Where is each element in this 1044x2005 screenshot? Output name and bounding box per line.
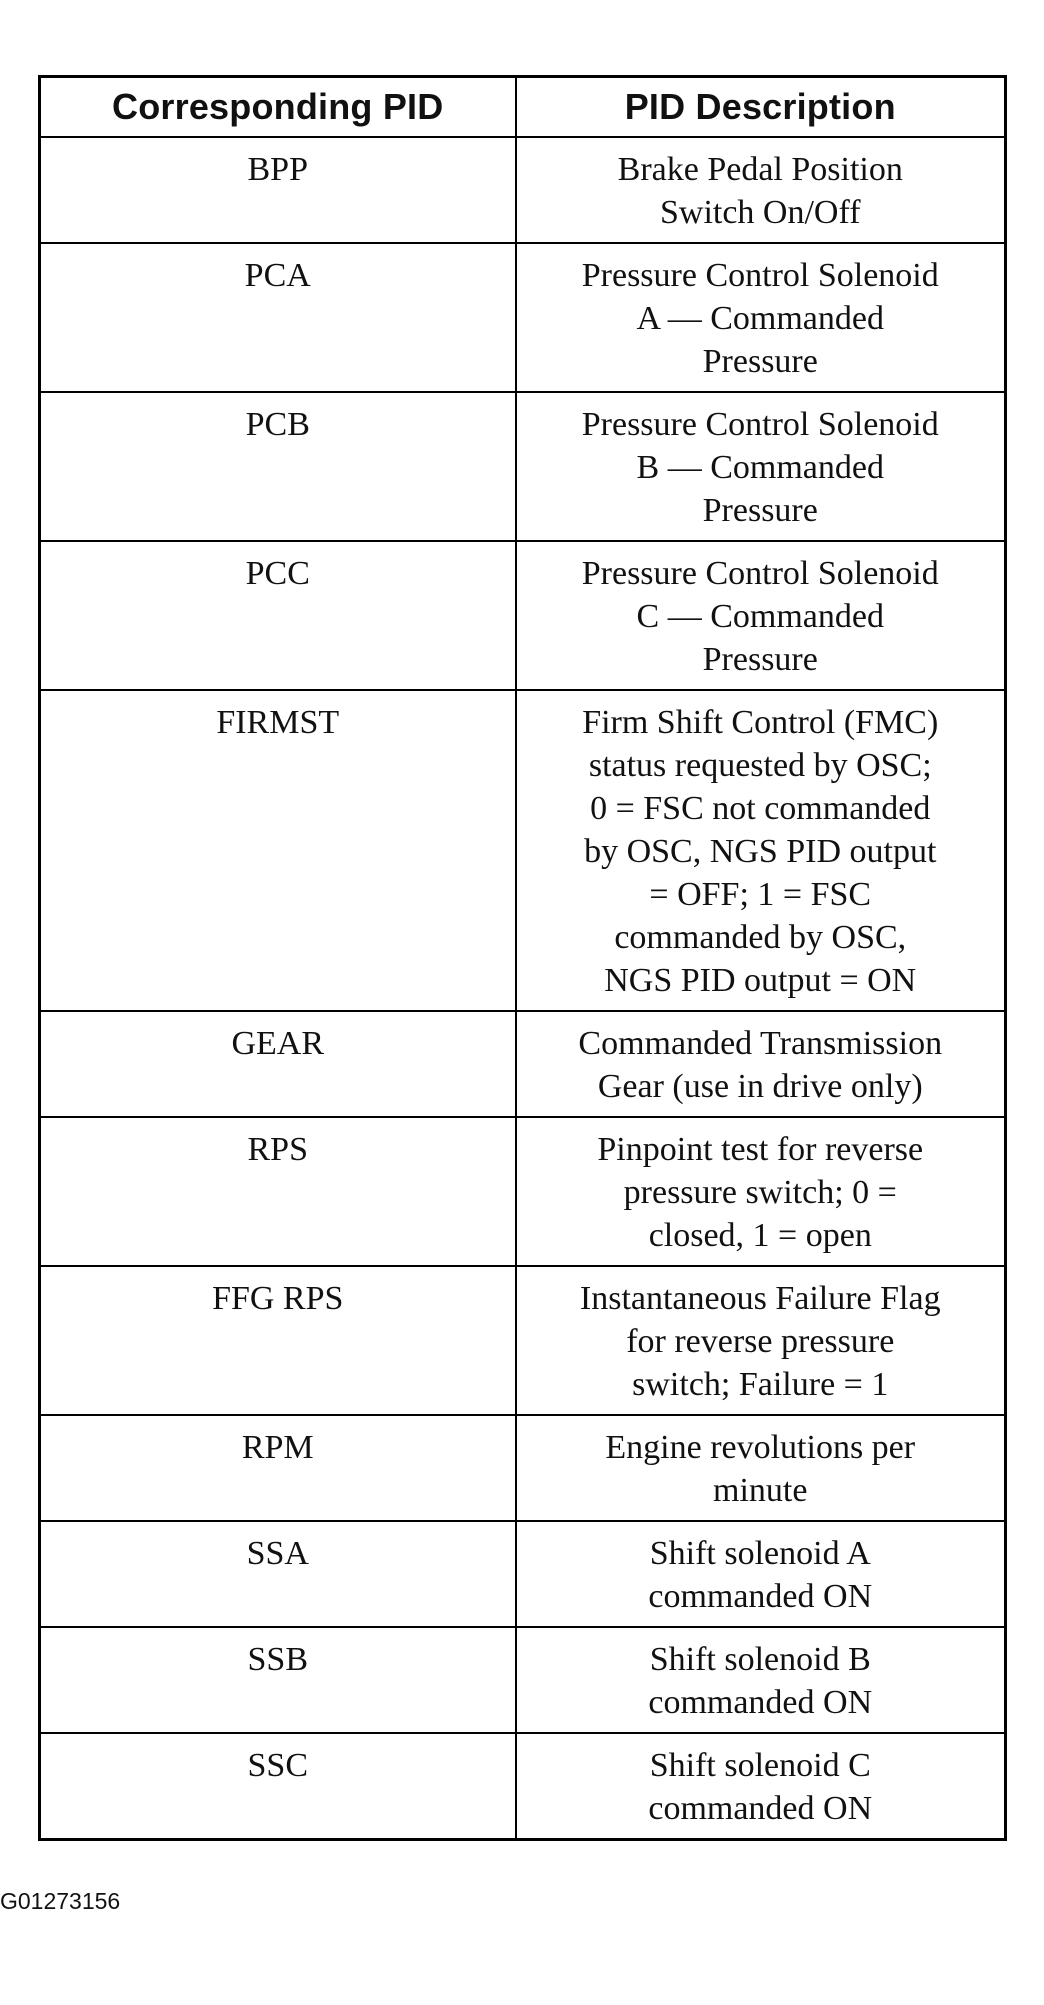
header-corresponding-pid: Corresponding PID <box>40 77 516 138</box>
description-cell <box>516 392 1006 541</box>
table-row <box>40 243 1006 392</box>
description-line: Shift solenoid C <box>649 1747 871 1784</box>
pid-cell: PCC <box>40 541 516 690</box>
description-line: commanded by OSC, <box>614 919 907 956</box>
description-line: commanded ON <box>648 1790 873 1827</box>
table-row <box>40 1521 1006 1627</box>
description-line: commanded ON <box>648 1684 873 1721</box>
description-line: Engine revolutions per <box>605 1429 916 1466</box>
figure-id: G01273156 <box>0 1888 121 1914</box>
description-line: Firm Shift Control (FMC) <box>582 704 939 741</box>
description-line: B — Commanded <box>636 449 884 486</box>
table-row <box>40 137 1006 243</box>
pid-cell: FIRMST <box>40 690 516 1011</box>
table-row <box>40 1627 1006 1733</box>
description-line: C — Commanded <box>636 598 884 635</box>
table-row <box>40 392 1006 541</box>
pid-cell: SSA <box>40 1521 516 1627</box>
description-cell <box>516 1011 1006 1117</box>
description-line: A — Commanded <box>636 300 884 337</box>
description-cell <box>516 1415 1006 1521</box>
description-line: Pressure Control Solenoid <box>581 406 939 443</box>
description-cell <box>516 690 1006 1011</box>
description-line: Shift solenoid A <box>649 1535 871 1572</box>
pid-cell: GEAR <box>40 1011 516 1117</box>
description-line: Pressure <box>702 492 818 529</box>
table-row <box>40 541 1006 690</box>
description-line: = OFF; 1 = FSC <box>649 876 872 913</box>
table-row <box>40 1415 1006 1521</box>
description-line: Gear (use in drive only) <box>597 1068 923 1105</box>
pid-table <box>38 75 1007 1841</box>
description-line: Brake Pedal Position <box>617 151 903 188</box>
description-cell <box>516 1117 1006 1266</box>
pid-cell: PCB <box>40 392 516 541</box>
table-row <box>40 1011 1006 1117</box>
table-row <box>40 1117 1006 1266</box>
description-line: status requested by OSC; <box>588 747 932 784</box>
description-cell <box>516 1627 1006 1733</box>
description-line: Commanded Transmission <box>578 1025 943 1062</box>
pid-cell: RPM <box>40 1415 516 1521</box>
description-cell <box>516 137 1006 243</box>
description-line: switch; Failure = 1 <box>632 1366 889 1403</box>
description-line: Shift solenoid B <box>649 1641 871 1678</box>
description-line: commanded ON <box>648 1578 873 1615</box>
pid-cell: SSB <box>40 1627 516 1733</box>
description-line: Pressure <box>702 641 818 678</box>
description-cell <box>516 1733 1006 1840</box>
description-line: pressure switch; 0 = <box>623 1174 897 1211</box>
table-row <box>40 1266 1006 1415</box>
description-cell <box>516 1521 1006 1627</box>
pid-cell: SSC <box>40 1733 516 1840</box>
table-row <box>40 690 1006 1011</box>
description-cell <box>516 541 1006 690</box>
description-line: NGS PID output = ON <box>604 962 917 999</box>
description-line: Pressure <box>702 343 818 380</box>
description-line: Instantaneous Failure Flag <box>579 1280 941 1317</box>
description-line: by OSC, NGS PID output <box>584 833 937 870</box>
description-cell <box>516 1266 1006 1415</box>
pid-cell: FFG RPS <box>40 1266 516 1415</box>
description-line: minute <box>713 1472 808 1509</box>
description-line: for reverse pressure <box>626 1323 895 1360</box>
description-line: Switch On/Off <box>659 194 861 231</box>
description-line: Pressure Control Solenoid <box>581 555 939 592</box>
description-line: Pressure Control Solenoid <box>581 257 939 294</box>
pid-cell: PCA <box>40 243 516 392</box>
header-row <box>40 77 1006 138</box>
description-line: Pinpoint test for reverse <box>597 1131 924 1168</box>
description-cell <box>516 243 1006 392</box>
description-line: 0 = FSC not commanded <box>590 790 931 827</box>
table-row <box>40 1733 1006 1840</box>
header-pid-description: PID Description <box>516 77 1006 138</box>
description-line: closed, 1 = open <box>648 1217 872 1254</box>
pid-cell: RPS <box>40 1117 516 1266</box>
pid-cell: BPP <box>40 137 516 243</box>
pid-table-body <box>40 137 1006 1840</box>
